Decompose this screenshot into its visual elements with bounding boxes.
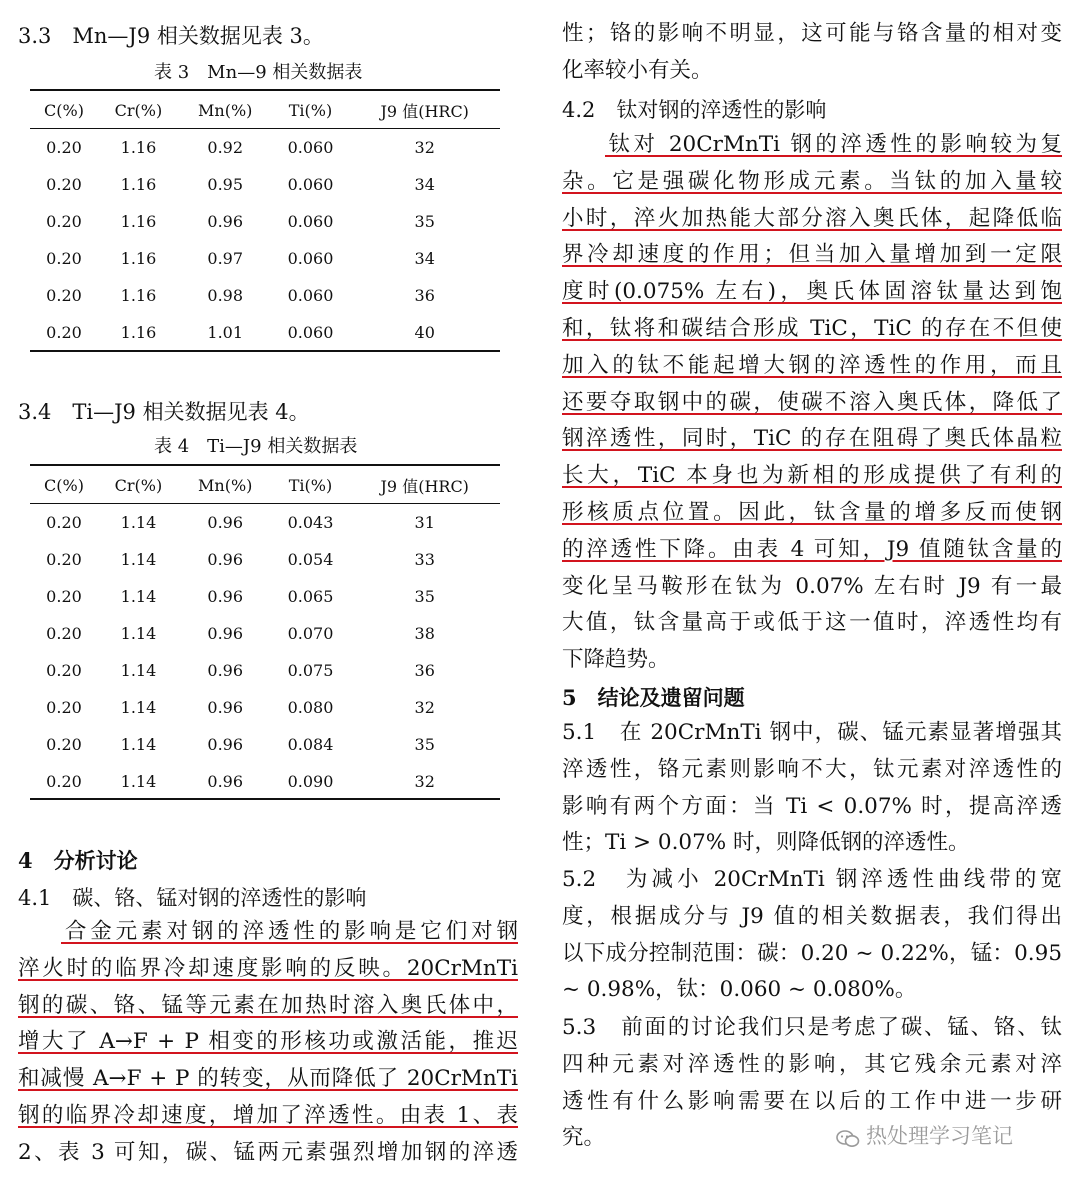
- table-header-cell: Mn(%): [198, 475, 253, 495]
- underlined-text: 加入的钛不能起增大钢的淬透性的作用，而且: [562, 352, 1062, 378]
- table-cell: 0.20: [46, 661, 82, 680]
- table-cell: 1.16: [120, 286, 157, 305]
- section-4-1-heading: 4.1 碳、铬、锰对钢的淬透性的影响: [18, 886, 367, 910]
- table-cell: 1.16: [120, 175, 157, 194]
- table-cell: 32: [414, 772, 435, 791]
- table-cell: 32: [414, 138, 435, 157]
- table-header-cell: Cr(%): [114, 100, 163, 120]
- table-cell: 0.20: [46, 249, 82, 268]
- table-3-header-rule: [30, 128, 500, 129]
- table-cell: 0.20: [46, 212, 82, 231]
- text-line: [18, 1061, 518, 1098]
- section-5-heading: 5 结论及遗留问题: [562, 685, 745, 710]
- section-3-3-heading: 3.3 Mn—J9 相关数据见表 3。: [18, 24, 324, 48]
- table-cell: 1.14: [120, 513, 157, 532]
- text-line: [562, 237, 1062, 274]
- table-row: [30, 166, 500, 203]
- underlined-text: 的淬透性下降。由表 4 可知，J9 值随钛含量的: [562, 536, 1062, 562]
- text-line: [562, 127, 1062, 164]
- table-cell: 0.20: [46, 624, 82, 643]
- table-cell: 0.070: [287, 624, 334, 643]
- text-line: 大值，钛含量高于或低于这一值时，淬透性均有: [562, 610, 1062, 636]
- table-cell: 36: [414, 661, 435, 680]
- table-row: [30, 615, 500, 652]
- table-cell: 1.14: [120, 624, 157, 643]
- table-cell: 0.060: [287, 175, 334, 194]
- table-cell: 0.065: [287, 587, 334, 606]
- table-cell: 1.14: [120, 587, 157, 606]
- text-line: 下降趋势。: [562, 647, 670, 673]
- continued-paragraph: [562, 16, 1062, 90]
- text-line: [562, 348, 1062, 385]
- table-cell: 1.16: [120, 323, 157, 342]
- table-cell: 1.16: [120, 212, 157, 231]
- table-cell: 0.96: [207, 661, 244, 680]
- table-cell: 1.14: [120, 661, 157, 680]
- table-cell: 0.20: [46, 513, 82, 532]
- table-cell: 0.090: [287, 772, 334, 791]
- text-line: [562, 495, 1062, 532]
- text-line: 变化呈马鞍形在钛为 0.07% 左右时 J9 有一最: [562, 573, 1062, 599]
- table-cell: 0.98: [207, 286, 244, 305]
- table-row: [30, 578, 500, 615]
- text-line: 究。: [562, 1125, 606, 1151]
- table-header-cell: Ti(%): [288, 475, 333, 495]
- table-header-cell: Cr(%): [114, 475, 163, 495]
- text-line: [18, 951, 518, 988]
- underlined-text: 淬火时的临界冷却速度影响的反映。20CrMnTi: [18, 955, 518, 981]
- underlined-text: 形核质点位置。因此，钛含量的增多反而使钢: [562, 499, 1062, 525]
- table-3-caption: 表 3 Mn—9 相关数据表: [154, 62, 363, 83]
- table-cell: 40: [414, 323, 435, 342]
- table-cell: 36: [414, 286, 435, 305]
- table-cell: 1.14: [120, 772, 157, 791]
- table-cell: 0.20: [46, 323, 82, 342]
- table-cell: 0.080: [287, 698, 334, 717]
- underlined-text: 钢的碳、铬、锰等元素在加热时溶入奥氏体中，: [18, 992, 518, 1018]
- underlined-text: 杂。它是强碳化物形成元素。当钛的加入量较: [562, 168, 1062, 194]
- text-line: [562, 421, 1062, 458]
- table-cell: 0.96: [207, 513, 244, 532]
- table-header-cell: J9 值(HRC): [380, 476, 469, 496]
- table-cell: 0.20: [46, 772, 82, 791]
- text-line: 以下成分控制范围：碳：0.20 ~ 0.22%，锰：0.95: [562, 940, 1062, 966]
- text-line: 透性有什么影响需要在以后的工作中进一步研: [562, 1088, 1062, 1114]
- table-cell: 0.043: [287, 513, 334, 532]
- text-line: [18, 914, 518, 951]
- underlined-text: 小时，淬火加热能大部分溶入奥氏体，起降低临: [562, 205, 1062, 231]
- table-cell: 0.075: [287, 661, 334, 680]
- table-cell: 0.060: [287, 212, 334, 231]
- table-cell: 33: [414, 550, 435, 569]
- section-4-1-paragraph: [18, 914, 518, 1172]
- table-cell: 0.060: [287, 138, 334, 157]
- table-4-bottom-rule: [30, 798, 500, 800]
- table-cell: 0.20: [46, 175, 82, 194]
- table-header-cell: J9 值(HRC): [380, 101, 469, 121]
- table-cell: 0.060: [287, 286, 334, 305]
- table-cell: 1.14: [120, 698, 157, 717]
- section-3-4-heading: 3.4 Ti—J9 相关数据见表 4。: [18, 400, 310, 424]
- section-4-heading: 4 分析讨论: [18, 848, 138, 873]
- table-cell: 0.96: [207, 624, 244, 643]
- table-row: [30, 277, 500, 314]
- table-cell: 0.96: [207, 587, 244, 606]
- table-cell: 0.92: [207, 138, 244, 157]
- table-cell: 31: [414, 513, 435, 532]
- table-cell: 32: [414, 698, 435, 717]
- table-3-header-row: [30, 91, 500, 129]
- text-line: 5.1 在 20CrMnTi 钢中，碳、锰元素显著增强其: [562, 720, 1062, 745]
- table-row: [30, 129, 500, 166]
- table-cell: 34: [414, 249, 435, 268]
- underlined-text: 合金元素对钢的淬透性的影响是它们对钢: [61, 919, 518, 944]
- watermark-text: 热处理学习笔记: [866, 1124, 1013, 1148]
- text-line: [18, 1024, 518, 1061]
- underlined-text: 钢的临界冷却速度，增加了淬透性。由表 1、表: [18, 1102, 518, 1128]
- table-cell: 1.14: [120, 550, 157, 569]
- table-cell: 0.084: [287, 735, 334, 754]
- text-line: 影响有两个方面：当 Ti < 0.07% 时，提高淬透: [562, 793, 1062, 819]
- table-cell: 0.96: [207, 735, 244, 754]
- table-cell: 0.060: [287, 323, 334, 342]
- table-cell: 1.14: [120, 735, 157, 754]
- text-line: 5.2 为减小 20CrMnTi 钢淬透性曲线带的宽: [562, 867, 1062, 892]
- text-line: ~ 0.98%，钛：0.060 ~ 0.080%。: [562, 977, 917, 1003]
- table-cell: 0.96: [207, 550, 244, 569]
- table-4-header-row: [30, 466, 500, 504]
- table-row: [30, 203, 500, 240]
- underlined-text: 和，钛将和碳结合形成 TiC，TiC 的存在不但使: [562, 315, 1062, 341]
- underlined-text: 还要夺取钢中的碳，使碳不溶入奥氏体，降低了: [562, 389, 1062, 415]
- text-line: [562, 458, 1062, 495]
- table-cell: 0.060: [287, 249, 334, 268]
- table-cell: 1.16: [120, 249, 157, 268]
- table-row: [30, 541, 500, 578]
- watermark: [836, 1120, 1013, 1150]
- table-cell: 0.96: [207, 212, 244, 231]
- text-line: [562, 274, 1062, 311]
- table-cell: 0.96: [207, 772, 244, 791]
- table-cell: 0.20: [46, 587, 82, 606]
- text-line: 2、表 3 可知，碳、锰两元素强烈增加钢的淬透: [18, 1139, 518, 1165]
- table-3-bottom-rule: [30, 350, 500, 352]
- text-line: 性；Ti > 0.07% 时，则降低钢的淬透性。: [562, 830, 970, 856]
- text-line: [562, 311, 1062, 348]
- section-5-1-paragraph: [562, 715, 1062, 862]
- table-cell: 38: [414, 624, 435, 643]
- text-line: 四种元素对淬透性的影响，其它残余元素对淬: [562, 1051, 1062, 1077]
- table-header-cell: Ti(%): [288, 100, 333, 120]
- text-line: 度，根据成分与 J9 值的相关数据表，我们得出: [562, 903, 1062, 929]
- table-4: [30, 466, 500, 800]
- table-3: [30, 91, 500, 351]
- table-cell: 0.20: [46, 138, 82, 157]
- text-line: 淬透性，铬元素则影响不大，钛元素对淬透性的: [562, 756, 1062, 782]
- table-4-caption: 表 4 Ti—J9 相关数据表: [154, 436, 358, 457]
- table-cell: 0.054: [287, 550, 334, 569]
- text-line: [562, 532, 1062, 569]
- text-line: [562, 201, 1062, 238]
- underlined-text: 钛对 20CrMnTi 钢的淬透性的影响较为复: [605, 132, 1062, 157]
- table-header-cell: C(%): [44, 475, 84, 495]
- underlined-text: 和减慢 A→F + P 的转变，从而降低了 20CrMnTi: [18, 1066, 518, 1092]
- table-cell: 0.20: [46, 735, 82, 754]
- table-row: [30, 652, 500, 689]
- table-cell: 0.20: [46, 698, 82, 717]
- text-line: [562, 385, 1062, 422]
- table-cell: 1.16: [120, 138, 157, 157]
- table-row: [30, 726, 500, 763]
- section-5-2-paragraph: [562, 862, 1062, 1009]
- table-cell: 0.95: [207, 175, 244, 194]
- underlined-text: 度时(0.075% 左右)，奥氏体固溶钛量达到饱: [562, 279, 1062, 305]
- text-line: [18, 988, 518, 1025]
- table-cell: 35: [414, 212, 435, 231]
- wechat-icon: [836, 1129, 860, 1147]
- section-4-2-paragraph: [562, 127, 1062, 679]
- table-cell: 0.20: [46, 286, 82, 305]
- table-cell: 0.97: [207, 249, 244, 268]
- table-cell: 34: [414, 175, 435, 194]
- text-line: 性；铬的影响不明显，这可能与铬含量的相对变: [562, 21, 1062, 46]
- table-cell: 35: [414, 587, 435, 606]
- table-cell: 1.01: [207, 323, 244, 342]
- table-cell: 0.96: [207, 698, 244, 717]
- table-cell: 0.20: [46, 550, 82, 569]
- text-line: 5.3 前面的讨论我们只是考虑了碳、锰、铬、钛: [562, 1015, 1062, 1040]
- text-line: 化率较小有关。: [562, 57, 713, 83]
- table-row: [30, 689, 500, 726]
- text-line: [18, 1098, 518, 1135]
- table-row: [30, 314, 500, 351]
- table-row: [30, 240, 500, 277]
- underlined-text: 增大了 A→F + P 相变的形核功或激活能，推迟: [18, 1029, 518, 1055]
- table-header-cell: C(%): [44, 100, 84, 120]
- section-4-2-heading: 4.2 钛对钢的淬透性的影响: [562, 98, 827, 122]
- underlined-text: 钢淬透性，同时，TiC 的存在阻碍了奥氏体晶粒: [562, 426, 1062, 452]
- table-header-cell: Mn(%): [198, 100, 253, 120]
- text-line: [562, 164, 1062, 201]
- table-row: [30, 763, 500, 800]
- underlined-text: 界冷却速度的作用；但当加入量增加到一定限: [562, 242, 1062, 268]
- table-4-header-rule: [30, 503, 500, 504]
- underlined-text: 长大，TiC 本身也为新相的形成提供了有利的: [562, 463, 1062, 489]
- table-cell: 35: [414, 735, 435, 754]
- table-row: [30, 504, 500, 541]
